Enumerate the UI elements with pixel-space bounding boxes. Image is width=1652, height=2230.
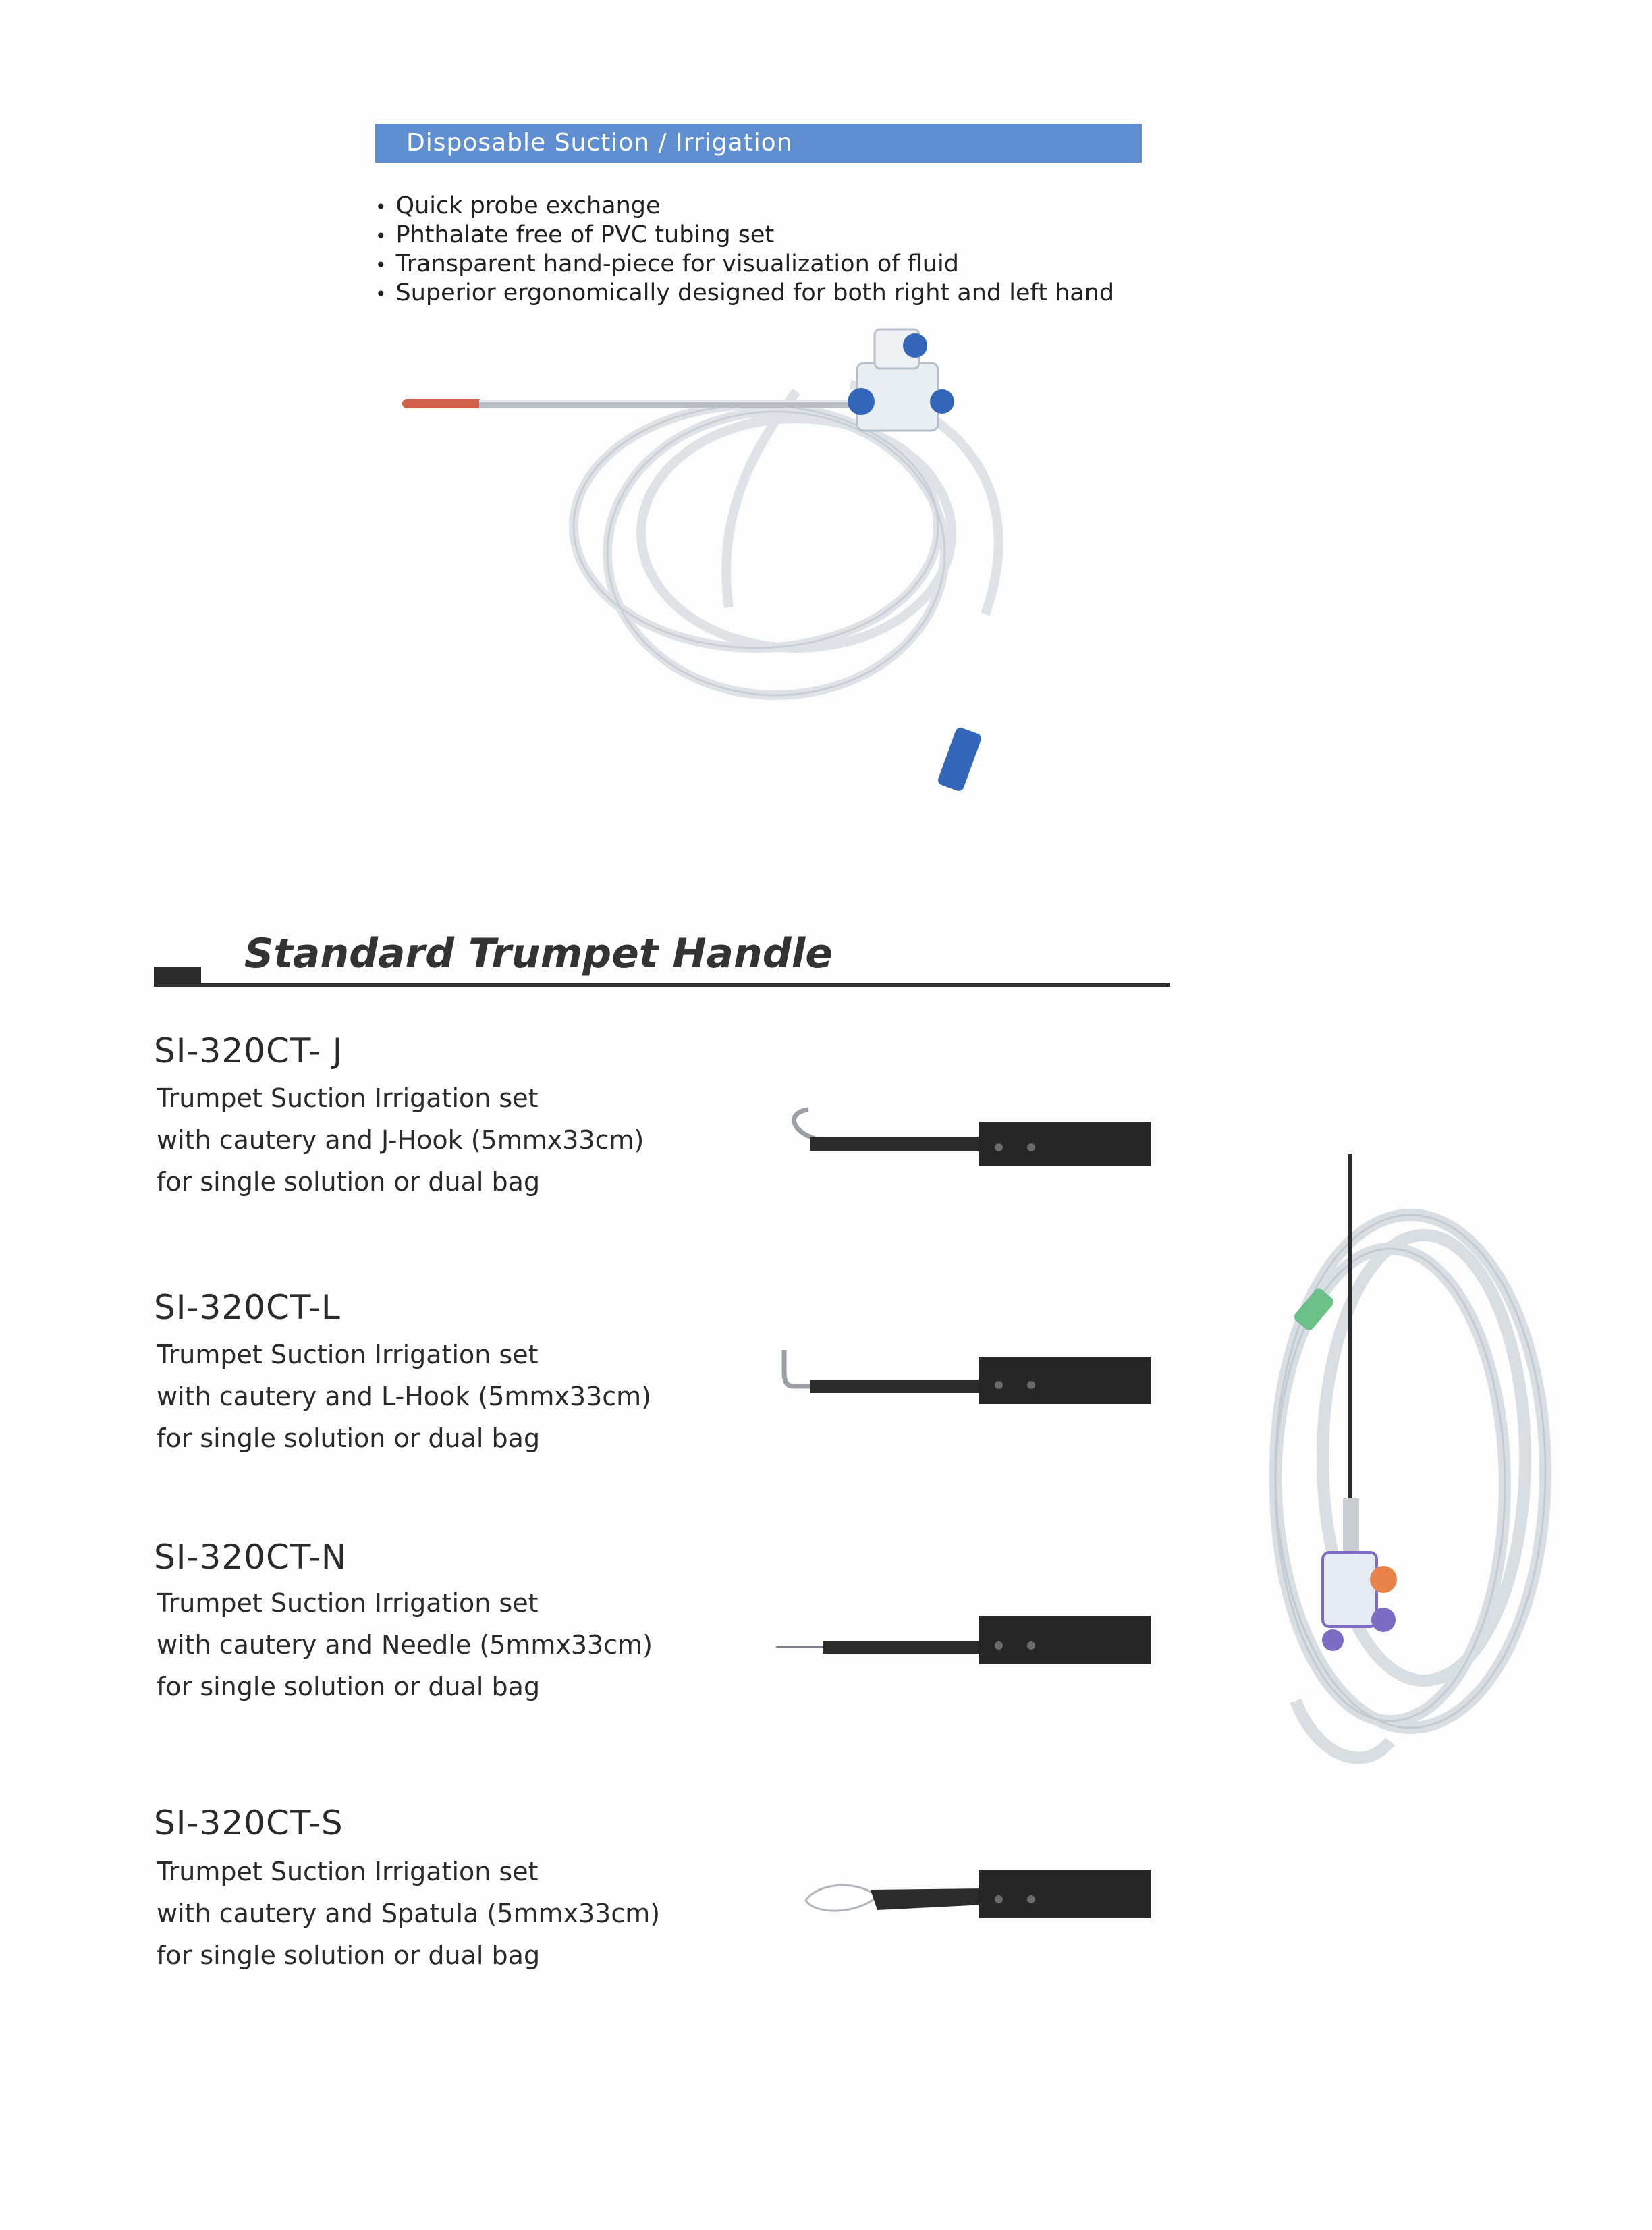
needle-tip-image	[776, 1606, 1154, 1674]
feature-item: • Phthalate free of PVC tubing set	[375, 221, 1185, 250]
product-banner: Disposable Suction / Irrigation	[375, 124, 1142, 163]
product-description	[157, 1334, 651, 1459]
description-line: Trumpet Suction Irrigation set	[157, 1588, 539, 1618]
product-description	[157, 1851, 660, 1976]
feature-item: • Transparent hand-piece for visualization of fluid	[375, 250, 1185, 279]
product-model: SI-320CT-N	[154, 1538, 348, 1577]
description-line: Trumpet Suction Irrigation set	[157, 1340, 539, 1369]
description-line: Trumpet Suction Irrigation set	[157, 1857, 539, 1886]
product-model: SI-320CT- J	[154, 1031, 343, 1070]
description-line: with cautery and Needle (5mmx33cm)	[157, 1630, 653, 1660]
description-line: for single solution or dual bag	[157, 1940, 541, 1970]
description-line: with cautery and J-Hook (5mmx33cm)	[157, 1125, 644, 1155]
section-title: Standard Trumpet Handle	[244, 930, 833, 977]
product-description	[157, 1582, 653, 1708]
feature-item: • Superior ergonomically designed for both right and left hand	[375, 279, 1185, 308]
feature-list	[375, 192, 1185, 308]
description-line: for single solution or dual bag	[157, 1672, 541, 1702]
spatula-tip-image	[776, 1863, 1154, 1930]
description-line: with cautery and Spatula (5mmx33cm)	[157, 1899, 661, 1928]
feature-item: • Quick probe exchange	[375, 192, 1185, 221]
section-divider	[154, 983, 1170, 987]
description-line: for single solution or dual bag	[157, 1167, 541, 1197]
suction-irrigation-device-image	[378, 310, 1140, 823]
trumpet-handle-device-image	[1215, 1147, 1552, 1789]
description-line: with cautery and L-Hook (5mmx33cm)	[157, 1382, 651, 1411]
l-hook-tip-image	[776, 1347, 1154, 1415]
j-hook-tip-image	[776, 1107, 1154, 1174]
product-description	[157, 1077, 644, 1203]
product-model: SI-320CT-S	[154, 1803, 343, 1843]
description-line: for single solution or dual bag	[157, 1423, 541, 1453]
product-model: SI-320CT-L	[154, 1288, 341, 1327]
description-line: Trumpet Suction Irrigation set	[157, 1083, 539, 1113]
